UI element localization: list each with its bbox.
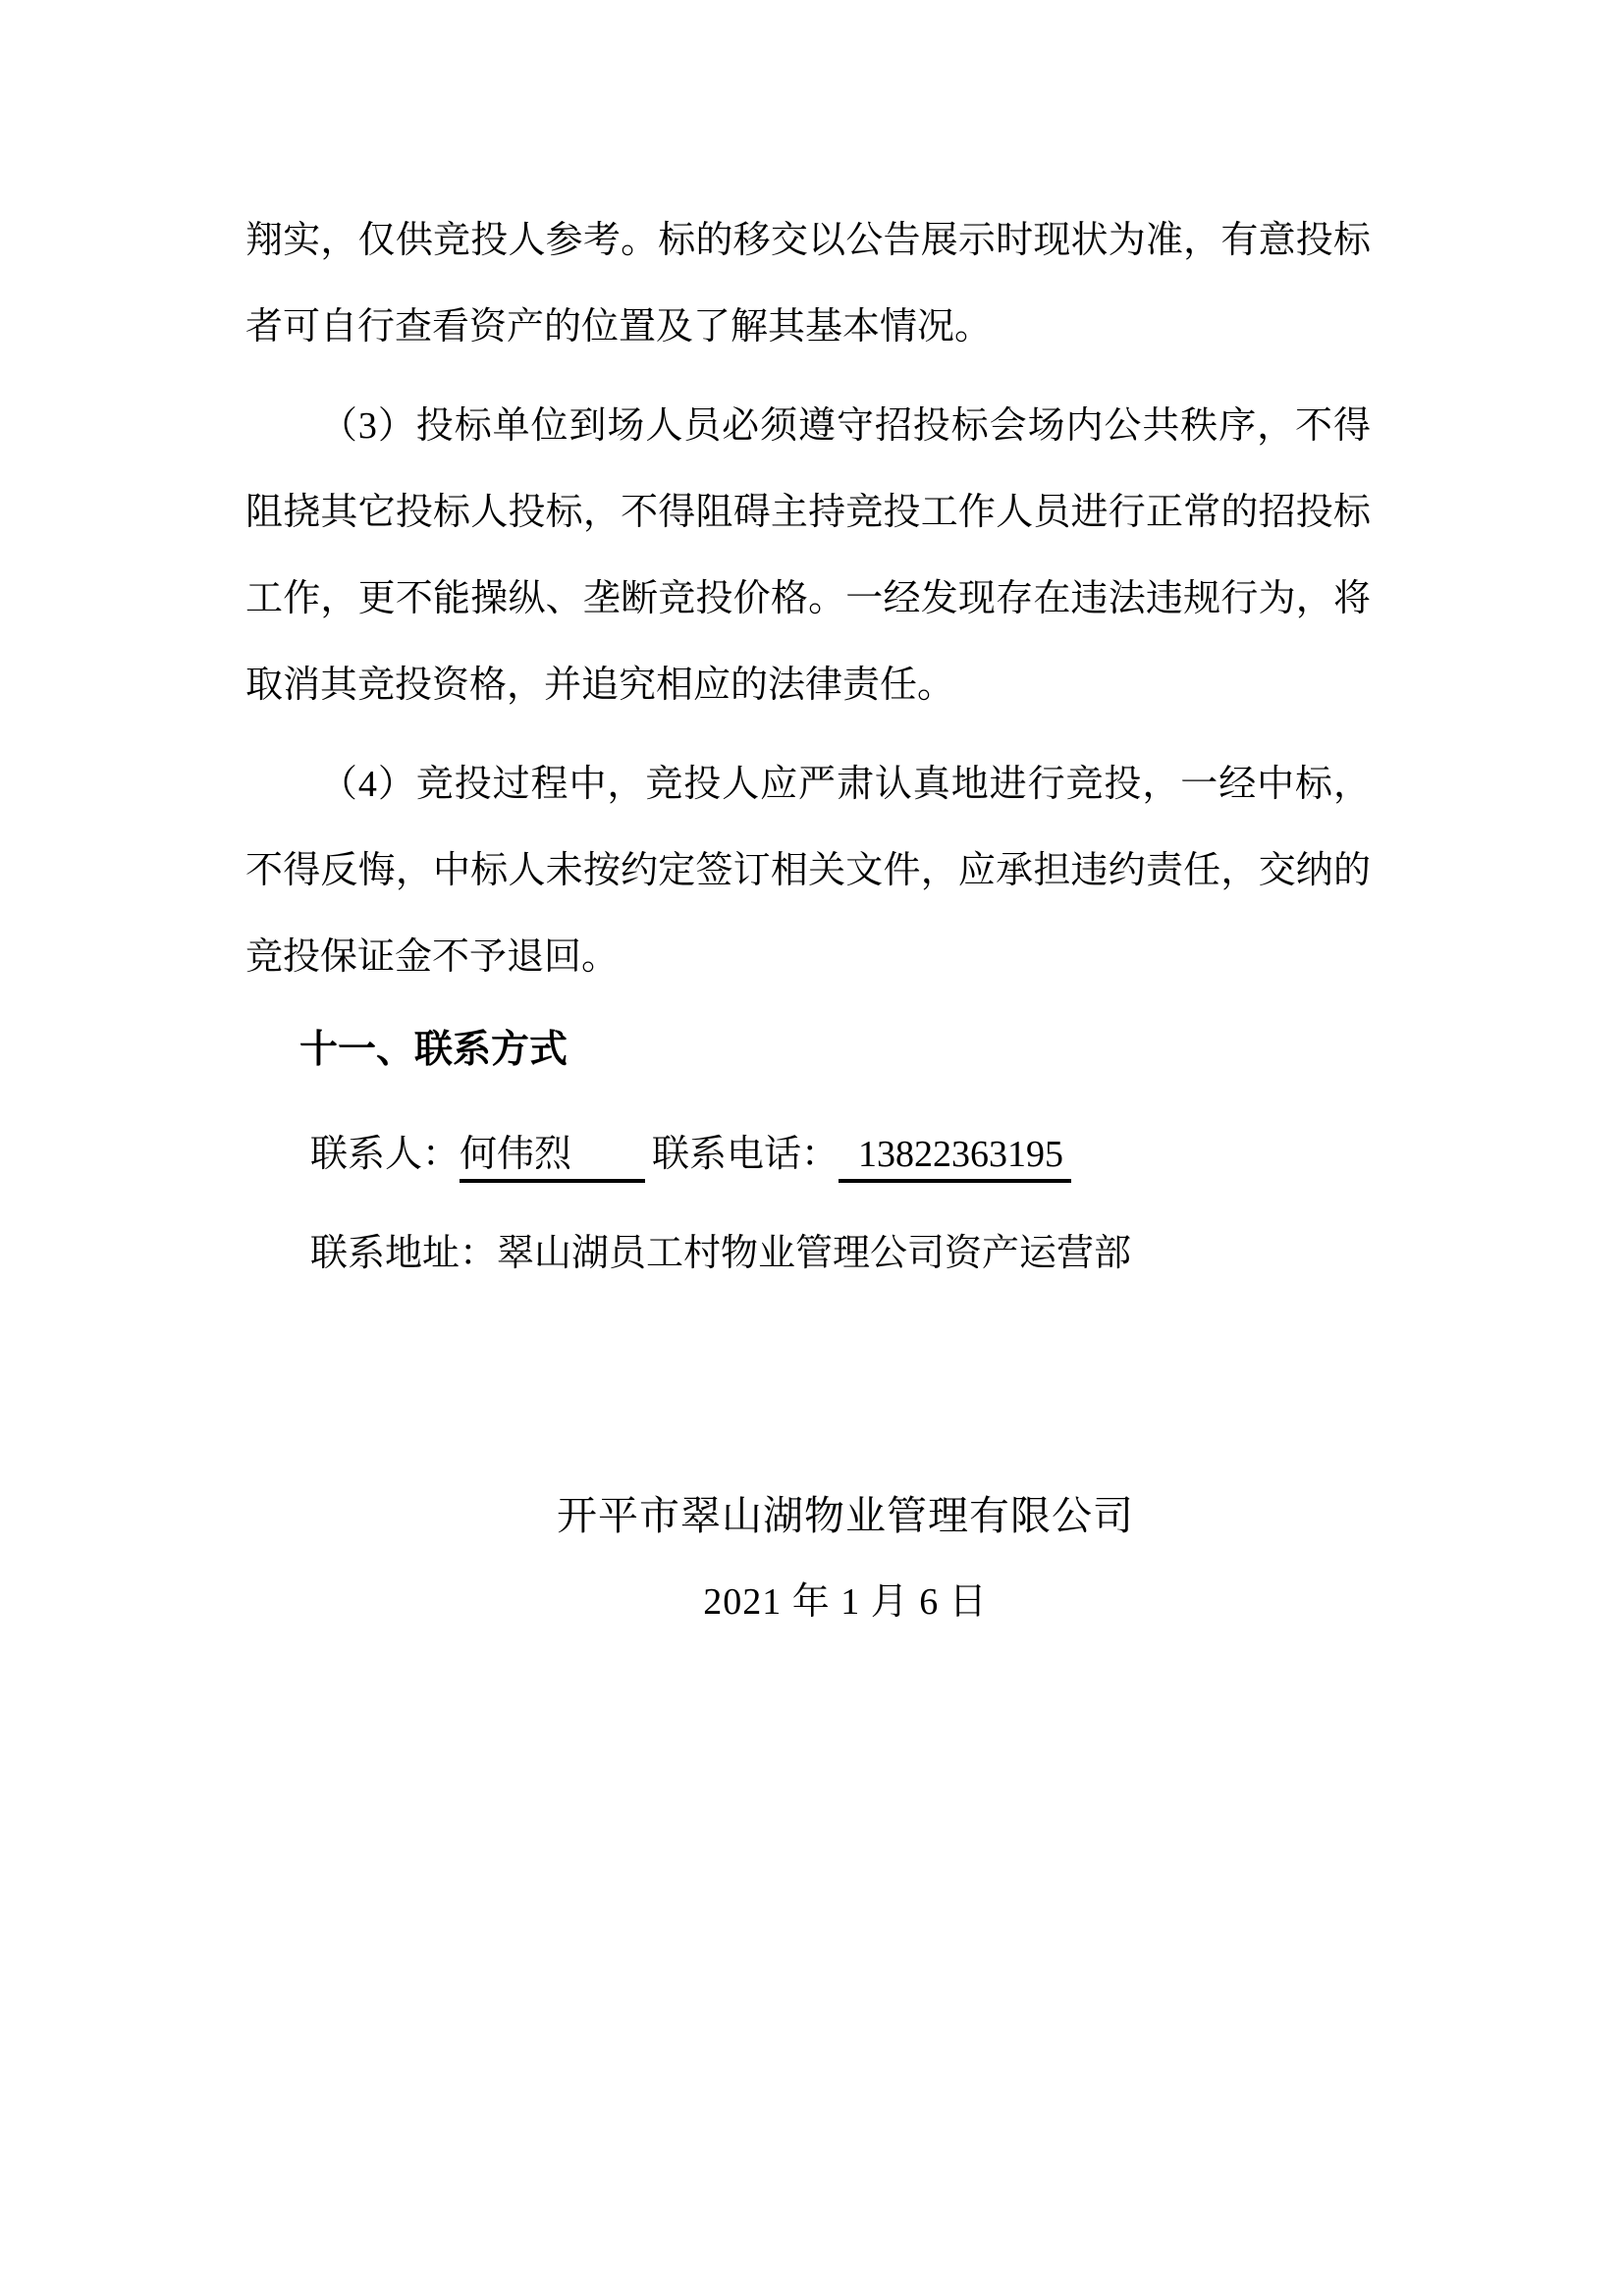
contact-person-name: 何伟烈 — [460, 1133, 645, 1183]
contact-person-label: 联系人： — [310, 1134, 460, 1175]
signature-company-name: 开平市翠山湖物业管理有限公司 — [557, 1493, 1134, 1538]
contact-address-value: 翠山湖员工村物业管理公司资产运营部 — [497, 1233, 1132, 1274]
paragraph-item-3: （3）投标单位到场人员必须遵守招投标会场内公共秩序，不得阻挠其它投标人投标，不得阻碍主持竞投工作人员进行正常的招投标工作，更不能操纵、垄断竞投价格。一经发现存在违法违规行为，将取消其竞投资格，并追究相应的法律责任。 — [245, 405, 1371, 706]
contact-address-label: 联系地址： — [310, 1233, 498, 1274]
paragraph-item-4: （4）竞投过程中，竞投人应严肃认真地进行竞投，一经中标，不得反悔，中标人未按约定签订相关文件，应承担违约责任，交纳的竞投保证金不予退回。 — [245, 764, 1371, 978]
contact-phone-label: 联系电话： — [652, 1134, 839, 1175]
contact-address-line — [310, 1210, 1371, 1297]
contact-person-line — [310, 1111, 1371, 1198]
signature-date: 2021 年 1 月 6 日 — [703, 1581, 988, 1623]
paragraph-continuation: 翔实，仅供竞投人参考。标的移交以公告展示时现状为准，有意投标者可自行查看资产的位置及了解其基本情况。 — [245, 220, 1371, 347]
signature-block — [283, 1472, 1408, 1645]
section-heading-contact-info: 十一、联系方式 — [299, 1029, 568, 1071]
contact-phone-number: 13822363195 — [839, 1133, 1071, 1183]
